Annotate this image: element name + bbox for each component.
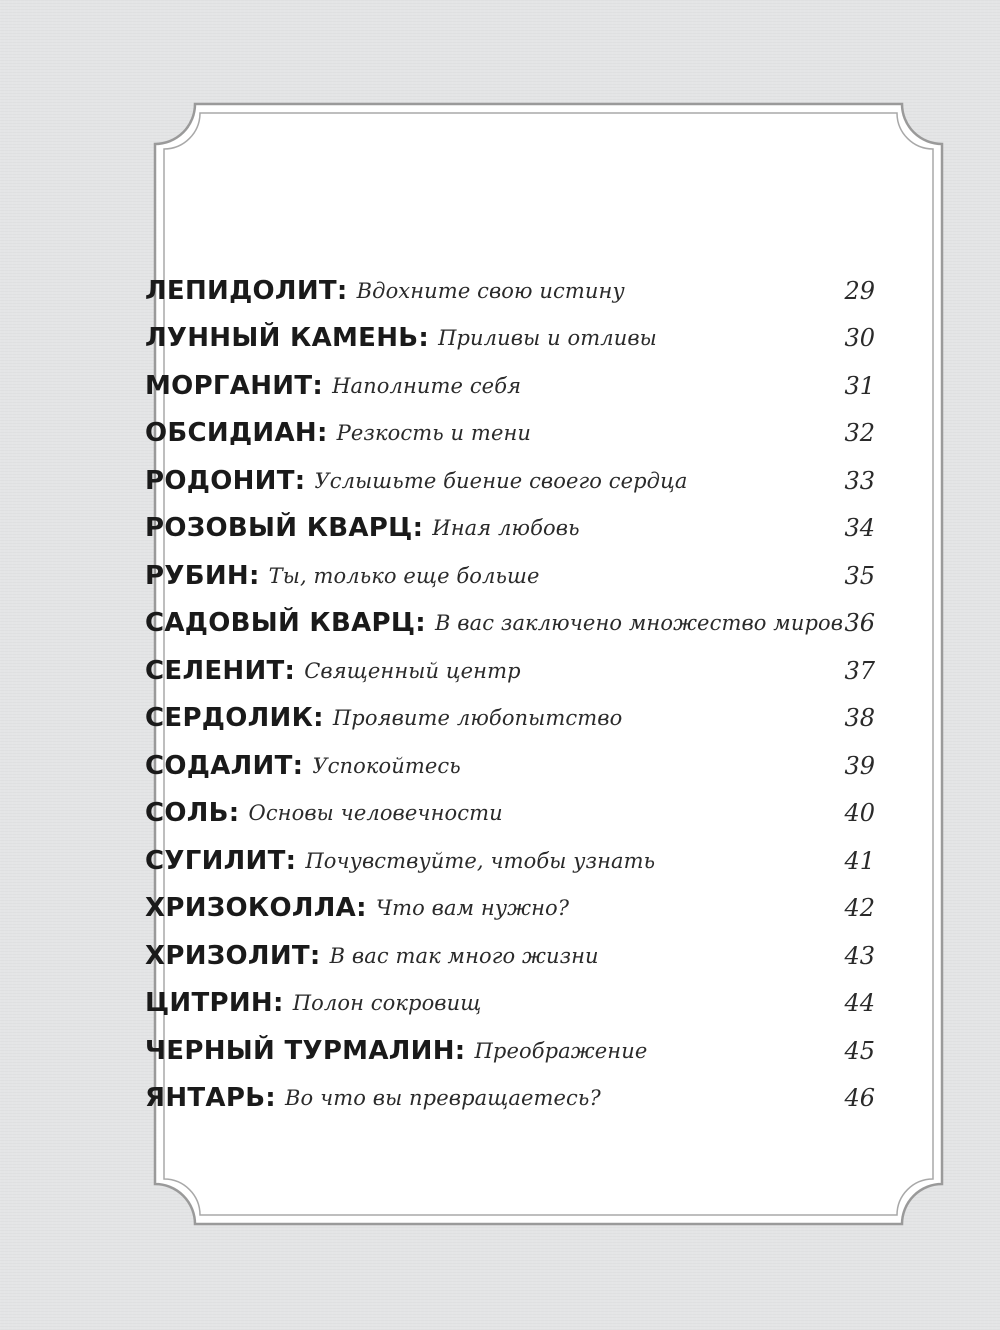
toc-entry xyxy=(145,600,875,648)
toc-entry xyxy=(145,742,875,790)
toc-entry-phrase: Успокойтесь xyxy=(312,753,461,778)
toc-entry-page-number: 34 xyxy=(844,514,875,543)
toc-entry-stone-name: СЕРДОЛИК: xyxy=(145,703,324,734)
toc-entry xyxy=(145,552,875,600)
toc-entry-page-number: 35 xyxy=(844,561,875,590)
toc-entry-phrase: Иная любовь xyxy=(432,516,580,541)
toc-entry-stone-name: РОЗОВЫЙ КВАРЦ: xyxy=(145,513,424,544)
toc-entry xyxy=(145,695,875,743)
toc-entry-page-number: 42 xyxy=(844,894,875,923)
toc-entry-stone-name: ХРИЗОКОЛЛА: xyxy=(145,893,367,924)
toc-entry-stone-name: ОБСИДИАН: xyxy=(145,418,328,449)
toc-entry-phrase: Во что вы превращаетесь? xyxy=(285,1086,601,1111)
toc-entry xyxy=(145,647,875,695)
toc-entry xyxy=(145,457,875,505)
toc-entry-phrase: Услышьте биение своего сердца xyxy=(314,468,688,493)
toc-entry xyxy=(145,932,875,980)
toc-entry-stone-name: СОЛЬ: xyxy=(145,798,240,829)
toc-entry-phrase: Проявите любопытство xyxy=(332,706,623,731)
toc-entry-phrase: Наполните себя xyxy=(332,373,522,398)
toc-entry-stone-name: ЯНТАРЬ: xyxy=(145,1083,277,1114)
toc-entry-page-number: 32 xyxy=(844,419,875,448)
toc-entry-page-number: 38 xyxy=(844,704,875,733)
toc-entry-page-number: 37 xyxy=(844,656,875,685)
toc-entry-page-number: 30 xyxy=(844,324,875,353)
toc-entry xyxy=(145,267,875,315)
toc-entry-page-number: 43 xyxy=(844,941,875,970)
toc-entry-stone-name: СУГИЛИТ: xyxy=(145,845,297,876)
toc-entry-phrase: Почувствуйте, чтобы узнать xyxy=(305,848,656,873)
toc-entry xyxy=(145,837,875,885)
toc-entry-phrase: Вдохните свою истину xyxy=(356,278,625,303)
toc-entry-stone-name: ЛЕПИДОЛИТ: xyxy=(145,275,348,306)
table-of-contents xyxy=(145,267,875,1122)
toc-entry-phrase: Священный центр xyxy=(304,658,521,683)
toc-entry-stone-name: РУБИН: xyxy=(145,560,260,591)
toc-entry-stone-name: ЛУННЫЙ КАМЕНЬ: xyxy=(145,323,430,354)
toc-entry-phrase: Приливы и отливы xyxy=(438,326,657,351)
toc-entry-stone-name: РОДОНИТ: xyxy=(145,465,306,496)
toc-entry-phrase: В вас так много жизни xyxy=(329,943,599,968)
toc-entry-page-number: 46 xyxy=(844,1084,875,1113)
toc-entry xyxy=(145,790,875,838)
toc-entry-stone-name: СОДАЛИТ: xyxy=(145,750,304,781)
toc-entry xyxy=(145,885,875,933)
toc-entry-phrase: Преображение xyxy=(474,1038,648,1063)
toc-entry-page-number: 31 xyxy=(844,371,875,400)
toc-entry xyxy=(145,1027,875,1075)
toc-entry xyxy=(145,410,875,458)
toc-entry-page-number: 40 xyxy=(844,799,875,828)
toc-entry-phrase: Что вам нужно? xyxy=(375,896,570,921)
toc-entry-page-number: 33 xyxy=(844,466,875,495)
toc-entry xyxy=(145,505,875,553)
toc-entry xyxy=(145,315,875,363)
toc-entry xyxy=(145,1075,875,1123)
toc-entry-page-number: 45 xyxy=(844,1036,875,1065)
toc-entry-stone-name: СЕЛЕНИТ: xyxy=(145,655,296,686)
toc-entry-page-number: 36 xyxy=(844,609,875,638)
toc-entry-stone-name: САДОВЫЙ КВАРЦ: xyxy=(145,608,426,639)
toc-entry-page-number: 44 xyxy=(844,989,875,1018)
toc-entry-phrase: Полон сокровищ xyxy=(292,991,482,1016)
toc-entry-phrase: Ты, только еще больше xyxy=(268,563,540,588)
toc-entry-stone-name: ЦИТРИН: xyxy=(145,988,284,1019)
toc-entry-stone-name: ЧЕРНЫЙ ТУРМАЛИН: xyxy=(145,1035,466,1066)
toc-entry-phrase: Резкость и тени xyxy=(336,421,532,446)
toc-entry xyxy=(145,980,875,1028)
toc-entry-page-number: 29 xyxy=(844,276,875,305)
toc-entry-phrase: В вас заключено множество миров xyxy=(435,611,844,636)
toc-entry xyxy=(145,362,875,410)
toc-entry-phrase: Основы человечности xyxy=(248,801,503,826)
toc-entry-page-number: 39 xyxy=(844,751,875,780)
toc-entry-stone-name: МОРГАНИТ: xyxy=(145,370,324,401)
toc-entry-page-number: 41 xyxy=(844,846,875,875)
toc-entry-stone-name: ХРИЗОЛИТ: xyxy=(145,940,321,971)
